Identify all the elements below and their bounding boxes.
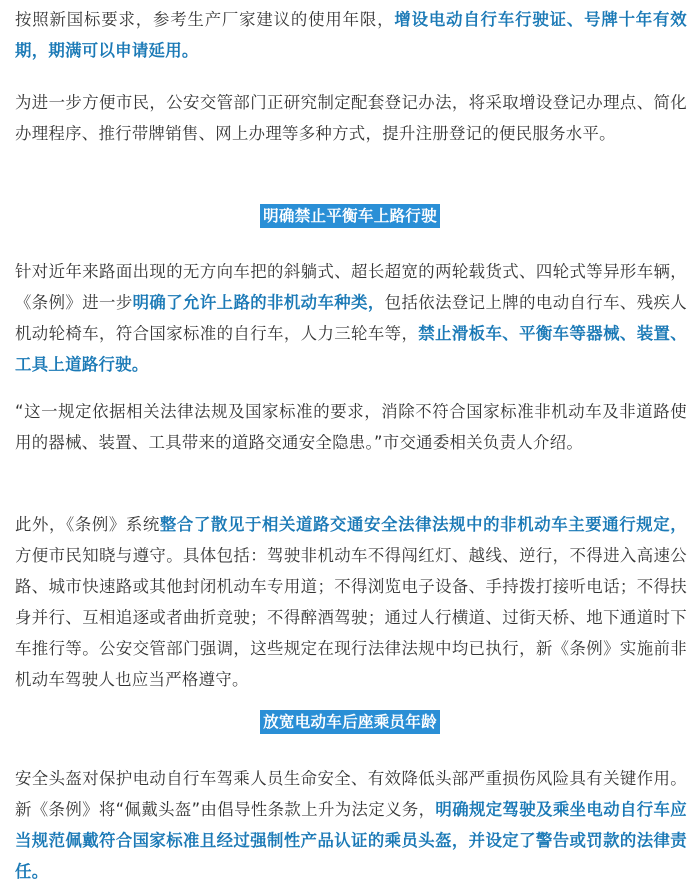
highlighted-text: 整合了散见于相关道路交通安全法律法规中的非机动车主要通行规定， [159, 515, 687, 534]
paragraph-official-quote [15, 396, 687, 458]
paragraph-text: 方便市民知晓与遵守。具体包括：驾驶非机动车不得闯红灯、越线、逆行，不得进入高速公路、城市快速路或其他封闭机动车专用道；不得浏览电子设备、手持拨打接听电话；不得扶身并行、互相追逐或者曲折竞驶；不得醉酒驾驶；通过人行横道、过街天桥、地下通道时下车推行等。公安交管部门强调，这些规定在现行法律法规中均已执行，新《条例》实施前非机动车驾驶人也应当严格遵守。 [15, 546, 687, 689]
paragraph-text: 包括依法登记上牌的电动自行车、残疾人机动轮椅车，符合国家标准的自行车，人力三轮车等， [15, 293, 688, 343]
paragraph-registration-convenience [15, 87, 687, 149]
paragraph-license-validity [15, 4, 687, 66]
highlighted-text: 增设电动自行车行驶证、号牌十年有效期，期满可以申请延用。 [15, 10, 687, 60]
section-heading-wrap [0, 710, 700, 734]
paragraph-text: 安全头盔对保护电动自行车驾乘人员生命安全、有效降低头部严重损伤风险具有关键作用。新《条例》将“佩戴头盔”由倡导性条款上升为法定义务， [15, 769, 687, 819]
highlighted-text: 明确规定驾驶及乘坐电动自行车应当规范佩戴符合国家标准且经过强制性产品认证的乘员头盔，并设定了警告或罚款的法律责任。 [15, 800, 687, 881]
highlighted-text: 明确了允许上路的非机动车种类， [132, 293, 385, 312]
paragraph-text: 此外，《条例》系统 [15, 515, 160, 534]
paragraph-traffic-rules [15, 509, 687, 695]
paragraph-text: 针对近年来路面出现的无方向车把的斜躺式、超长超宽的两轮载货式、四轮式等异形车辆，《条例》进一步 [15, 262, 687, 312]
highlighted-text: 禁止滑板车、平衡车等器械、装置、工具上道路行驶。 [15, 324, 687, 374]
section-heading-balance-vehicle-ban: 明确禁止平衡车上路行驶 [260, 204, 440, 228]
paragraph-text: 为进一步方便市民，公安交管部门正研究制定配套登记办法，将采取增设登记办理点、简化办理程序、推行带牌销售、网上办理等多种方式，提升注册登记的便民服务水平。 [15, 93, 687, 143]
section-heading-passenger-age: 放宽电动车后座乘员年龄 [260, 710, 440, 734]
paragraph-helmet [15, 763, 687, 887]
section-heading-wrap [0, 204, 700, 228]
paragraph-text: “这一规定依据相关法律法规及国家标准的要求，消除不符合国家标准非机动车及非道路使用的器械、装置、工具带来的道路交通安全隐患。”市交通委相关负责人介绍。 [15, 402, 687, 452]
paragraph-text: 按照新国标要求，参考生产厂家建议的使用年限， [15, 10, 395, 29]
paragraph-vehicle-types [15, 256, 687, 380]
